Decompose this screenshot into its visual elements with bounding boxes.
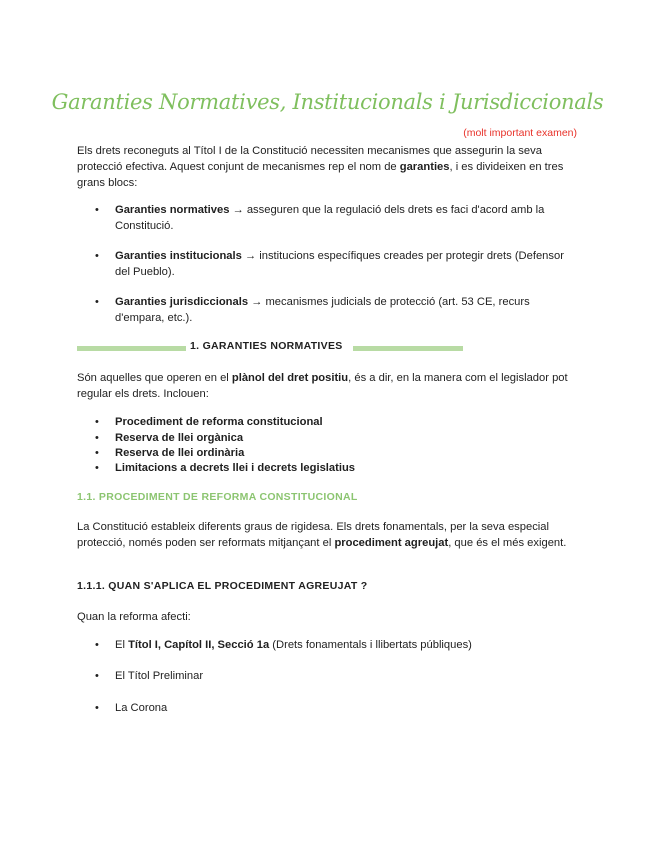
list-item-text: Reserva de llei ordinària: [115, 447, 245, 459]
bullet-icon: [95, 668, 105, 684]
list-item-text: Limitacions a decrets llei i decrets legislatius: [115, 462, 356, 474]
section111-lead: Quan la reforma afecti:: [77, 611, 191, 623]
page-title: Garanties Normatives, Institucionals i Jurisdiccionals: [51, 90, 604, 114]
section-rule-left: [77, 346, 186, 351]
section11-bold: procediment agreujat: [334, 537, 449, 549]
section-heading-1: 1. GARANTIES NORMATIVES: [190, 340, 343, 352]
bullet-icon: [95, 248, 105, 264]
subsection-heading-1-1-1: 1.1.1. QUAN S'APLICA EL PROCEDIMENT AGREUJAT ?: [77, 580, 368, 592]
list-item-text: El: [115, 639, 129, 651]
list-item-text: Reserva de llei orgànica: [115, 432, 244, 444]
list-item-bold: Garanties normatives: [115, 204, 230, 216]
subsection-heading-1-1: 1.1. PROCEDIMENT DE REFORMA CONSTITUCIONAL: [77, 491, 358, 503]
intro-bold: garanties: [399, 161, 450, 173]
list-item-text: → mecanismes judicials de protecció (art. 53 CE, recurs d'empara, etc.).: [115, 296, 530, 324]
section11-text-1: La Constitució estableix diferents graus de rigidesa. Els drets fonamentals, per la seva especial protecció, només poden ser reformats mitjançant el: [77, 521, 549, 549]
intro-text-2: , i es divideixen en tres grans blocs:: [77, 161, 564, 189]
bullet-icon: [95, 202, 105, 218]
list-item-text: La Corona: [115, 702, 168, 714]
intro-text-1: Els drets reconeguts al Títol I de la Constitució necessiten mecanismes que assegurin la seva protecció efectiva. Aquest conjunt de mecanismes rep el nom de: [77, 145, 542, 173]
list-item-text: El Títol Preliminar: [115, 670, 204, 682]
bullet-icon: [95, 430, 105, 446]
list-item-text: (Drets fonamentals i llibertats públiques): [269, 639, 472, 651]
list-item-bold: Garanties jurisdiccionals: [115, 296, 249, 308]
section1-text-1: Són aquelles que operen en el: [77, 372, 232, 384]
section1-paragraph: [77, 370, 577, 402]
section11-paragraph: [77, 519, 577, 551]
bullet-icon: [95, 445, 105, 461]
importance-note: (molt important examen): [463, 127, 577, 139]
list-item-bold: Títol I, Capítol II, Secció 1a: [128, 639, 270, 651]
section1-bold: plànol del dret positiu: [231, 372, 349, 384]
intro-paragraph: [77, 143, 577, 191]
section11-text-2: , que és el més exigent.: [448, 537, 567, 549]
section1-text-2: , és a dir, en la manera com el legislador pot regular els drets. Inclouen:: [77, 372, 568, 400]
list-item-text: → asseguren que la regulació dels drets es faci d'acord amb la Constitució.: [115, 204, 545, 232]
bullet-icon: [95, 294, 105, 310]
section-rule-right: [353, 346, 463, 351]
bullet-icon: [95, 700, 105, 716]
bullet-icon: [95, 637, 105, 653]
list-item-text: → institucions específiques creades per protegir drets (Defensor del Pueblo).: [115, 250, 564, 278]
list-item-text: Procediment de reforma constitucional: [115, 416, 323, 428]
list-item-bold: Garanties institucionals: [115, 250, 242, 262]
bullet-icon: [95, 460, 105, 476]
bullet-icon: [95, 414, 105, 430]
